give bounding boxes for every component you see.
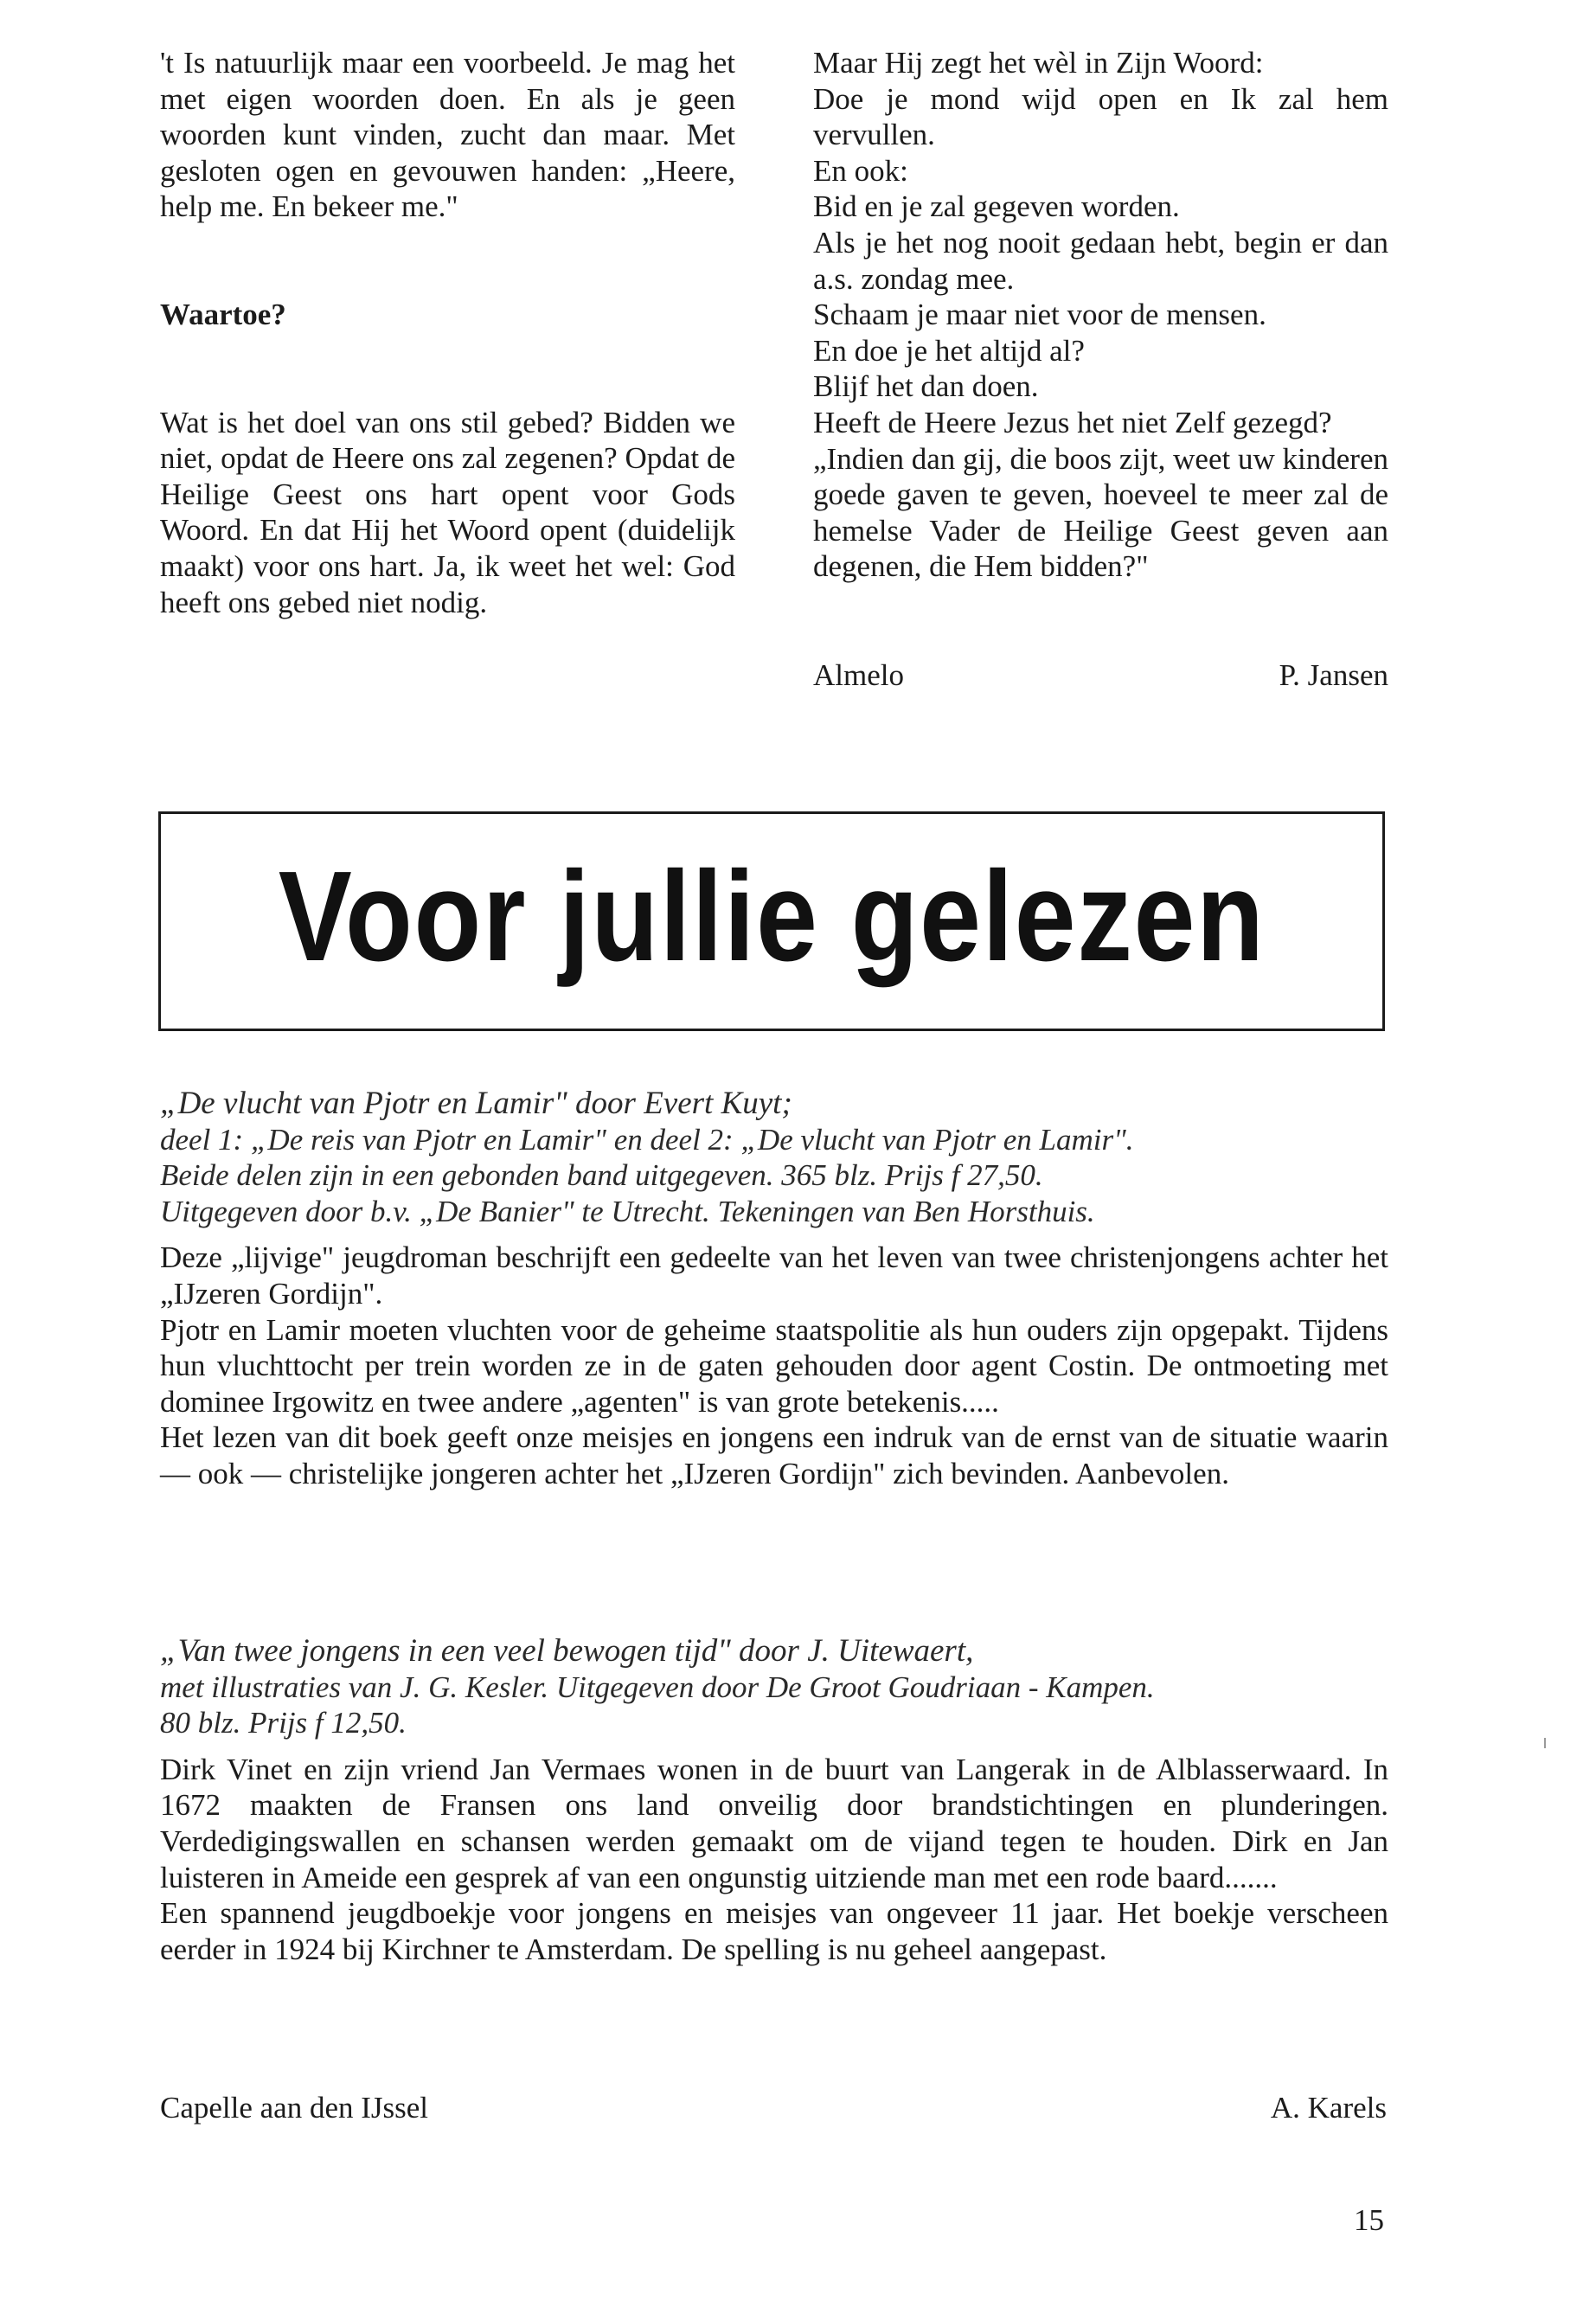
- review-2-book-title: „Van twee jongens in een veel bewogen tijd" door J. Uitewaert,: [160, 1633, 974, 1669]
- right-line: Als je het nog nooit gedaan hebt, begin er dan a.s. zondag mee.: [813, 225, 1388, 296]
- right-line: En ook:: [813, 153, 908, 188]
- section-banner: [158, 811, 1385, 1031]
- review-1-ref-line: deel 1: „De reis van Pjotr en Lamir" en deel 2: „De vlucht van Pjotr en Lamir".: [160, 1122, 1134, 1157]
- review-2: [160, 1633, 1388, 1967]
- left-column: [160, 45, 735, 620]
- footer-name: A. Karels: [1270, 2091, 1387, 2125]
- right-quote: „Indien dan gij, die boos zijt, weet uw kinderen goede gaven te geven, hoeveel te meer zal de hemelse Vader de Heilige Geest geven aan degenen, die Hem bidden?": [813, 441, 1388, 584]
- margin-mark: [1544, 1738, 1546, 1748]
- right-line: Schaam je maar niet voor de mensen.: [813, 298, 1266, 332]
- review-2-ref-line: 80 blz. Prijs f 12,50.: [160, 1706, 407, 1740]
- footer-signature: [160, 2091, 1387, 2125]
- review-2-ref-line: met illustraties van J. G. Kesler. Uitgegeven door De Groot Goudriaan - Kampen.: [160, 1670, 1155, 1704]
- review-1: [160, 1086, 1388, 1492]
- left-paragraph-2: Wat is het doel van ons stil gebed? Bidden we niet, opdat de Heere ons zal zegenen? Opdat de Heilige Geest ons hart opent voor Gods Woord. En dat Hij het Woord opent (duidelijk maakt) voor ons hart. Ja, ik weet het wel: God heeft ons gebed niet nodig.: [160, 405, 735, 619]
- review-2-reference: [160, 1633, 1388, 1670]
- right-line: Heeft de Heere Jezus het niet Zelf gezegd?: [813, 405, 1332, 439]
- review-1-ref-line: Beide delen zijn in een gebonden band uitgegeven. 365 blz. Prijs f 27,50.: [160, 1158, 1043, 1193]
- review-1-ref-line: Uitgegeven door b.v. „De Banier" te Utrecht. Tekeningen van Ben Horsthuis.: [160, 1194, 1095, 1228]
- review-2-paragraph: Een spannend jeugdboekje voor jongens en meisjes van ongeveer 11 jaar. Het boekje verscheen eerder in 1924 bij Kirchner te Amsterdam. De spelling is nu geheel aangepast.: [160, 1896, 1388, 1966]
- signature-name: P. Jansen: [1279, 657, 1388, 692]
- signature-place: Almelo: [813, 657, 904, 692]
- review-1-reference: [160, 1086, 1388, 1122]
- review-1-paragraph: Het lezen van dit boek geeft onze meisjes en jongens een indruk van de ernst van de situatie waarin — ook — christelijke jongeren achter het „IJzeren Gordijn" zich bevinden. Aanbevolen.: [160, 1420, 1388, 1490]
- left-paragraph-1: 't Is natuurlijk maar een voorbeeld. Je mag het met eigen woorden doen. En als je geen woorden kunt vinden, zucht dan maar. Met gesloten ogen en gevouwen handen: „Heere, help me. En bekeer me.": [160, 46, 735, 224]
- right-line: Maar Hij zegt het wèl in Zijn Woord:: [813, 46, 1264, 80]
- footer-place: Capelle aan den IJssel: [160, 2091, 429, 2125]
- right-line: Bid en je zal gegeven worden.: [813, 189, 1180, 224]
- right-signature: [813, 657, 1388, 694]
- right-line: Doe je mond wijd open en Ik zal hem vervullen.: [813, 81, 1388, 152]
- banner-title: Voor jullie gelezen: [278, 845, 1266, 988]
- review-1-paragraph: Pjotr en Lamir moeten vluchten voor de geheime staatspolitie als hun ouders zijn opgepakt. Tijdens hun vluchttocht per trein worden ze in de gaten gehouden door agent Costin. De ontmoeting met dominee Irgowitz en twee andere „agenten" is van grote betekenis.....: [160, 1312, 1388, 1419]
- section-heading: Waartoe?: [160, 297, 286, 331]
- review-1-paragraph: Deze „lijvige" jeugdroman beschrijft een gedeelte van het leven van twee christenjongens achter het „IJzeren Gordijn".: [160, 1240, 1388, 1311]
- page-number: 15: [1354, 2203, 1384, 2237]
- right-line: Blijf het dan doen.: [813, 369, 1039, 404]
- right-line: En doe je het altijd al?: [813, 333, 1085, 368]
- review-2-paragraph: Dirk Vinet en zijn vriend Jan Vermaes wonen in de buurt van Langerak in de Alblasserwaard. In 1672 maakten de Fransen ons land onveilig door brandstichtingen en plunderingen. Verdedigingswallen en schansen werden gemaakt om de vijand tegen te houden. Dirk en Jan luisteren in Ameide een gesprek af van een ongunstig uitziende man met een rode baard.......: [160, 1752, 1388, 1894]
- right-column: [813, 45, 1388, 694]
- review-1-book-title: „De vlucht van Pjotr en Lamir" door Evert Kuyt;: [160, 1086, 792, 1121]
